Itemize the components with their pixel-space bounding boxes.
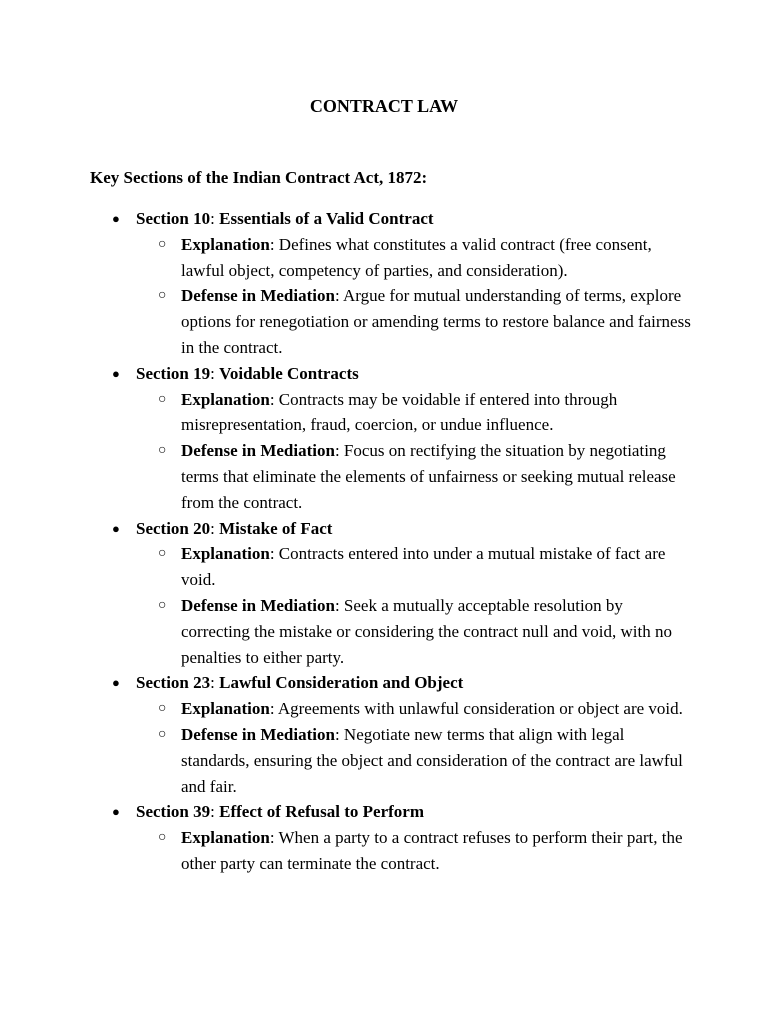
separator: : — [210, 673, 220, 693]
point-item — [158, 438, 692, 515]
bullet-icon: ● — [112, 365, 120, 381]
point-text: Contracts entered into under a mutual mistake of fact are void. — [181, 544, 666, 590]
point-label: Explanation — [181, 544, 270, 564]
section-points — [136, 541, 692, 670]
separator: : — [210, 209, 220, 228]
section-points — [136, 825, 692, 877]
point-item — [158, 283, 692, 360]
point-item — [158, 593, 692, 670]
section-points — [136, 696, 692, 799]
circle-bullet-icon: ○ — [158, 830, 167, 846]
point-text: Argue for mutual understanding of terms, explore options for renegotiation or amending terms to restore balance and fairness in the contract. — [181, 286, 691, 357]
circle-bullet-icon: ○ — [158, 597, 167, 613]
separator: : — [269, 389, 279, 409]
point-label: Explanation — [181, 234, 270, 254]
section-number: Section 19 — [136, 363, 211, 383]
section-title: Mistake of Fact — [219, 518, 333, 538]
point-item — [158, 387, 692, 439]
point-label: Explanation — [181, 699, 270, 719]
circle-bullet-icon: ○ — [158, 443, 167, 459]
separator: : — [269, 544, 279, 564]
circle-bullet-icon: ○ — [158, 726, 167, 742]
point-label: Defense in Mediation — [181, 724, 335, 744]
separator: : — [210, 518, 220, 538]
separator: : — [210, 802, 220, 822]
bullet-icon: ● — [112, 675, 120, 691]
separator: : — [334, 595, 344, 615]
section-item — [112, 799, 692, 876]
point-item — [158, 541, 692, 593]
section-number: Section 10 — [136, 209, 211, 228]
section-points — [136, 387, 692, 516]
sections-list — [112, 206, 692, 877]
point-text: Negotiate new terms that align with legal standards, ensuring the object and consideration of the contract are lawful and fair. — [181, 724, 683, 796]
section-title: Effect of Refusal to Perform — [219, 802, 424, 822]
circle-bullet-icon: ○ — [158, 236, 167, 252]
section-number: Section 20 — [136, 518, 211, 538]
point-label: Defense in Mediation — [181, 286, 335, 306]
circle-bullet-icon: ○ — [158, 288, 167, 304]
section-item — [112, 516, 692, 671]
point-item — [158, 722, 692, 799]
document-title: CONTRACT LAW — [309, 96, 459, 116]
section-item — [112, 670, 692, 799]
section-number: Section 39 — [136, 802, 211, 822]
bullet-icon: ● — [112, 804, 120, 820]
bullet-icon: ● — [112, 520, 120, 536]
section-item — [112, 206, 692, 361]
point-label: Defense in Mediation — [181, 441, 335, 461]
point-text: When a party to a contract refuses to perform their part, the other party can terminate the contract. — [181, 828, 683, 873]
separator: : — [269, 828, 279, 848]
point-item — [158, 696, 692, 722]
point-text: Contracts may be voidable if entered into through misrepresentation, fraud, coercion, or undue influence. — [181, 389, 618, 435]
point-text: Agreements with unlawful consideration or object are void. — [277, 699, 683, 719]
point-text: Seek a mutually acceptable resolution by correcting the mistake or considering the contract null and void, with no penalties to either party. — [181, 595, 672, 667]
separator: : — [334, 441, 344, 461]
circle-bullet-icon: ○ — [158, 546, 167, 562]
section-title: Lawful Consideration and Object — [219, 673, 464, 693]
circle-bullet-icon: ○ — [158, 391, 167, 407]
point-label: Explanation — [181, 389, 270, 409]
section-points — [136, 232, 692, 361]
section-number: Section 23 — [136, 673, 211, 693]
point-label: Defense in Mediation — [181, 595, 335, 615]
section-item — [112, 361, 692, 516]
point-label: Explanation — [181, 828, 270, 848]
section-title: Voidable Contracts — [219, 363, 359, 383]
separator: : — [334, 286, 343, 306]
section-heading: Key Sections of the Indian Contract Act, 1872: — [90, 168, 428, 187]
point-item — [158, 825, 692, 877]
section-title: Essentials of a Valid Contract — [219, 209, 434, 228]
separator: : — [210, 363, 220, 383]
point-item — [158, 232, 692, 284]
bullet-icon: ● — [112, 211, 120, 226]
circle-bullet-icon: ○ — [158, 701, 167, 717]
point-text: Defines what constitutes a valid contract (free consent, lawful object, competency of parties, and consideration). — [181, 234, 652, 280]
separator: : — [269, 699, 278, 719]
point-text: Focus on rectifying the situation by negotiating terms that eliminate the elements of unfairness or seeking mutual release from the contract. — [181, 441, 676, 512]
separator: : — [269, 234, 279, 254]
separator: : — [334, 724, 344, 744]
